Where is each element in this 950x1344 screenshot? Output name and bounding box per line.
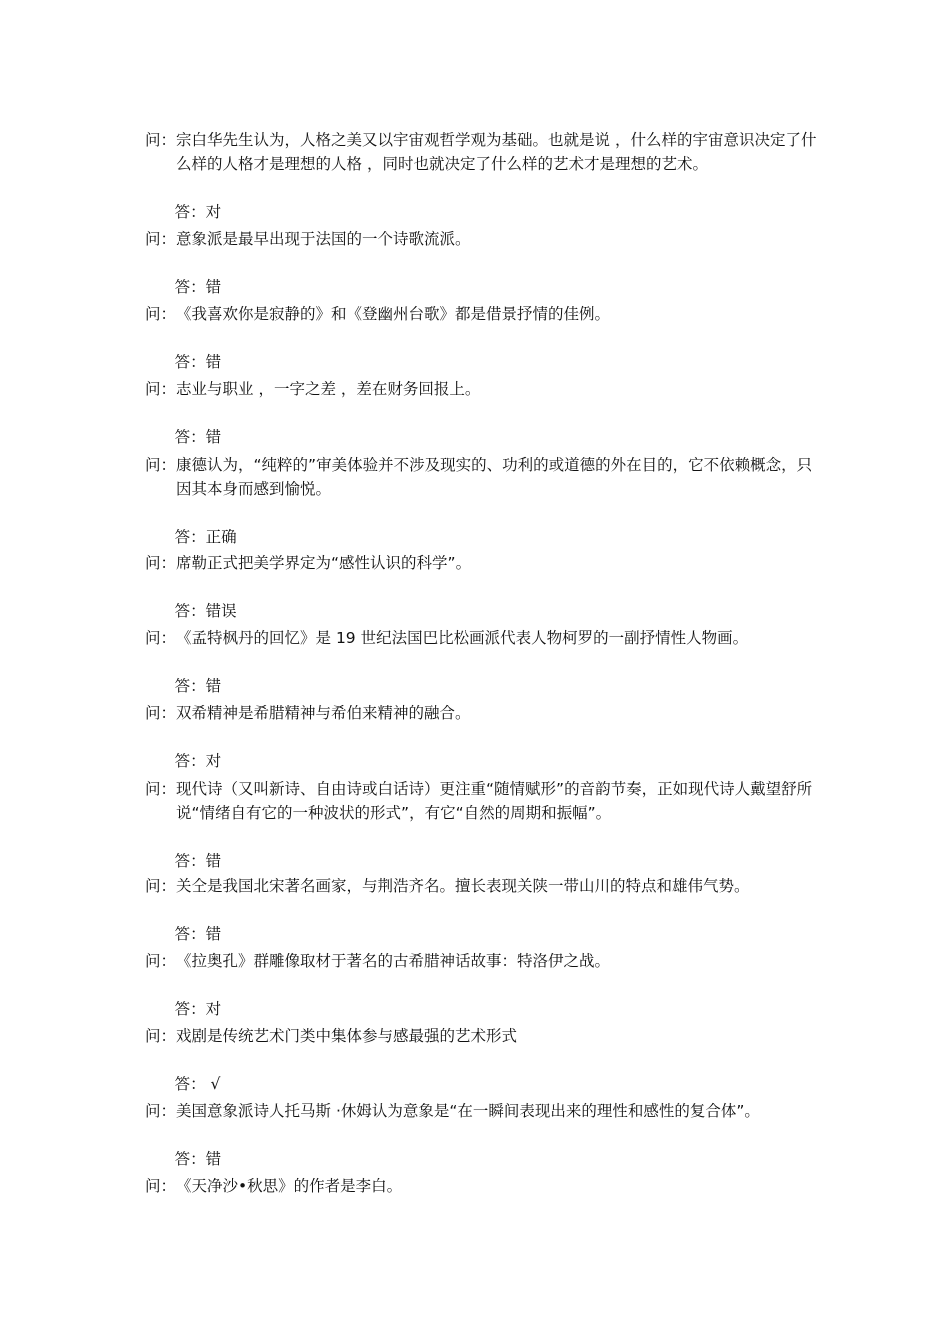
question-line (145, 777, 817, 825)
answer-text: √ (205, 1075, 221, 1093)
question-line (145, 949, 610, 973)
answer-prefix: 答： (174, 278, 206, 296)
answer-prefix: 答： (174, 925, 206, 943)
answer-text: 对 (205, 752, 222, 770)
question-line (145, 1024, 517, 1048)
question-text: 美国意象派诗人托马斯 ·休姆认为意象是“在一瞬间表现出来的理性和感性的复合体”。 (176, 1102, 760, 1120)
question-line (145, 701, 471, 725)
question-text: 康德认为，“纯粹的”审美体验并不涉及现实的、功利的或道德的外在目的，它不依赖概念，只因其本身而感到愉悦。 (176, 456, 813, 498)
question-text: 志业与职业 ，一字之差 ，差在财务回报上。 (176, 380, 481, 398)
question-text: 意象派是最早出现于法国的一个诗歌流派。 (176, 230, 471, 248)
answer-text: 错 (205, 428, 222, 446)
question-prefix: 问： (145, 1027, 177, 1045)
question-line (145, 453, 817, 501)
question-prefix: 问： (145, 554, 177, 572)
question-prefix: 问： (145, 1177, 177, 1195)
answer-prefix: 答： (174, 528, 206, 546)
answer-text: 错 (205, 925, 222, 943)
question-text: 《天净沙•秋思》的作者是李白。 (176, 1177, 403, 1195)
answer-text: 错 (205, 353, 222, 371)
question-prefix: 问： (145, 131, 177, 149)
question-text: 席勒正式把美学界定为“感性认识的科学”。 (176, 554, 472, 572)
question-prefix: 问： (145, 1102, 177, 1120)
question-text: 戏剧是传统艺术门类中集体参与感最强的艺术形式 (176, 1027, 518, 1045)
answer-prefix: 答： (174, 203, 206, 221)
answer-prefix: 答： (174, 1000, 206, 1018)
question-line (145, 128, 817, 176)
answer-text: 对 (205, 203, 222, 221)
question-prefix: 问： (145, 704, 177, 722)
answer-prefix: 答： (174, 852, 206, 870)
question-line (145, 1174, 402, 1198)
question-line (145, 302, 610, 326)
question-line (145, 1099, 760, 1123)
answer-text: 对 (205, 1000, 222, 1018)
answer-text: 正确 (205, 528, 237, 546)
question-prefix: 问： (145, 629, 177, 647)
question-text: 现代诗（又叫新诗、自由诗或白话诗）更注重“随情赋形”的音韵节奏，正如现代诗人戴望舒所说“情绪自有它的一种波状的形式”，有它“自然的周期和振幅”。 (176, 780, 813, 822)
question-prefix: 问： (145, 305, 177, 323)
answer-text: 错 (205, 1150, 222, 1168)
question-text: 关仝是我国北宋著名画家，与荆浩齐名。擅长表现关陕一带山川的特点和雄伟气势。 (176, 877, 750, 895)
qa-item-14 (145, 1174, 402, 1198)
question-prefix: 问： (145, 780, 177, 798)
question-text: 《孟特枫丹的回忆》是 19 世纪法国巴比松画派代表人物柯罗的一副抒情性人物画。 (176, 629, 749, 647)
answer-prefix: 答： (174, 353, 206, 371)
question-prefix: 问： (145, 380, 177, 398)
answer-prefix: 答： (174, 602, 206, 620)
answer-prefix: 答： (174, 752, 206, 770)
question-line (145, 227, 471, 251)
question-text: 《拉奥孔》群雕像取材于著名的古希腊神话故事：特洛伊之战。 (176, 952, 611, 970)
answer-text: 错 (205, 852, 222, 870)
answer-prefix: 答： (174, 1150, 206, 1168)
answer-text: 错 (205, 278, 222, 296)
question-text: 《我喜欢你是寂静的》和《登幽州台歌》都是借景抒情的佳例。 (176, 305, 611, 323)
answer-text: 错误 (205, 602, 237, 620)
question-prefix: 问： (145, 456, 177, 474)
answer-prefix: 答： (174, 1075, 206, 1093)
question-prefix: 问： (145, 952, 177, 970)
question-prefix: 问： (145, 230, 177, 248)
question-text: 宗白华先生认为，人格之美又以宇宙观哲学观为基础。也就是说 ，什么样的宇宙意识决定了什么样的人格才是理想的人格 ，同时也就决定了什么样的艺术才是理想的艺术。 (176, 131, 817, 173)
question-line (145, 551, 471, 575)
question-line (145, 377, 480, 401)
question-line (145, 626, 748, 650)
answer-prefix: 答： (174, 428, 206, 446)
answer-prefix: 答： (174, 677, 206, 695)
question-text: 双希精神是希腊精神与希伯来精神的融合。 (176, 704, 471, 722)
question-prefix: 问： (145, 877, 177, 895)
answer-text: 错 (205, 677, 222, 695)
question-line (145, 874, 750, 898)
